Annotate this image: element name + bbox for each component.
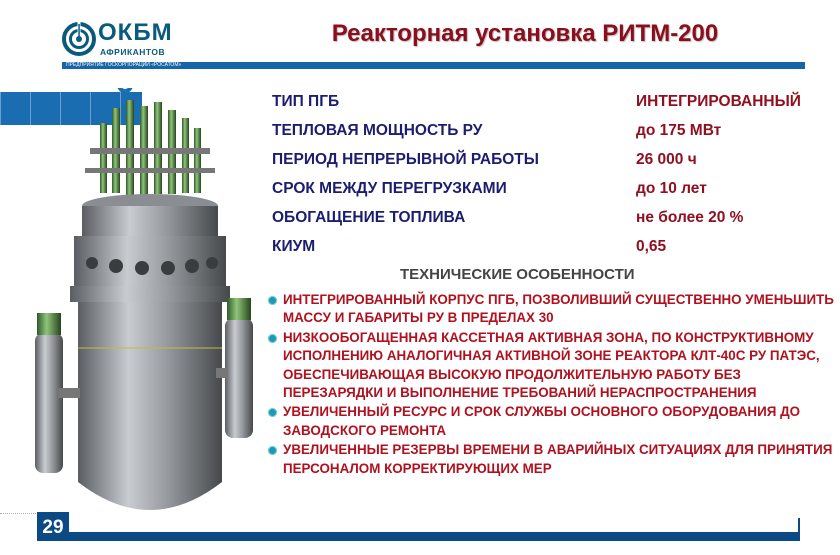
footer-bar <box>37 532 800 541</box>
footer-end-line <box>798 518 800 541</box>
divider <box>0 513 40 514</box>
spec-row <box>272 179 832 199</box>
spec-label: ОБОГАЩЕНИЕ ТОПЛИВА <box>272 209 466 226</box>
spec-label: СРОК МЕЖДУ ПЕРЕГРУЗКАМИ <box>272 180 507 197</box>
spec-value: ИНТЕГРИРОВАННЫЙ <box>636 93 801 110</box>
spec-value: 26 000 ч <box>636 151 697 168</box>
spec-label: ПЕРИОД НЕПРЕРЫВНОЙ РАБОТЫ <box>272 151 539 168</box>
spec-value: до 175 МВт <box>636 122 722 139</box>
spec-value: не более 20 % <box>636 209 744 226</box>
features-list <box>268 291 834 479</box>
spec-row <box>272 121 832 141</box>
reactor-illustration <box>30 88 270 528</box>
spec-label: КИУМ <box>272 238 316 255</box>
feature-item <box>268 441 834 478</box>
spec-value: 0,65 <box>636 238 667 255</box>
bullet-icon <box>268 408 277 417</box>
features-heading: ТЕХНИЧЕСКИЕ ОСОБЕННОСТИ <box>400 266 635 283</box>
bullet-icon <box>268 296 277 305</box>
feature-text: НИЗКООБОГАЩЕННАЯ КАССЕТНАЯ АКТИВНАЯ ЗОНА, ПО КОНСТРУКТИВНОМУ ИСПОЛНЕНИЮ АНАЛОГИЧНАЯ АКТИВНОЙ ЗОНЕ РЕАКТОРА КЛТ-40С РУ ПАТЭС, ОБЕСПЕЧИВАЮЩАЯ ВЫСОКУЮ ПРОДОЛЖИТЕЛЬНУЮ РАБОТУ БЕЗ ПЕРЕЗАРЯДКИ И ВЫПОЛНЕНИЕ ТРЕБОВАНИЙ НЕРАСПРОСТРАНЕНИЯ <box>283 329 820 401</box>
feature-item <box>268 291 834 328</box>
spec-row <box>272 92 832 112</box>
spec-label: ТЕПЛОВАЯ МОЩНОСТЬ РУ <box>272 122 483 139</box>
feature-text: УВЕЛИЧЕННЫЕ РЕЗЕРВЫ ВРЕМЕНИ В АВАРИЙНЫХ СИТУАЦИЯХ ДЛЯ ПРИНЯТИЯ ПЕРСОНАЛОМ КОРРЕКТИРУЮЩИХ МЕР <box>283 442 833 476</box>
logo-name: ОКБМ <box>98 19 173 46</box>
spec-label: ТИП ПГБ <box>272 93 340 110</box>
slide-title: Реакторная установка РИТМ-200 <box>331 20 719 47</box>
spec-row <box>272 237 832 257</box>
header-bar <box>62 62 805 69</box>
feature-text: УВЕЛИЧЕННЫЙ РЕСУРС И СРОК СЛУЖБЫ ОСНОВНОГО ОБОРУДОВАНИЯ ДО ЗАВОДСКОГО РЕМОНТА <box>283 404 801 438</box>
page-number: 29 <box>37 512 69 541</box>
feature-text: ИНТЕГРИРОВАННЫЙ КОРПУС ПГБ, ПОЗВОЛИВШИЙ СУЩЕСТВЕННО УМЕНЬШИТЬ МАССУ И ГАБАРИТЫ РУ В ПРЕДЕЛАХ 30 <box>283 292 834 326</box>
bullet-icon <box>268 446 277 455</box>
spec-row <box>272 150 832 170</box>
bullet-icon <box>268 334 277 343</box>
logo-subtitle: АФРИКАНТОВ <box>100 47 166 57</box>
feature-item <box>268 403 834 440</box>
logo-tagline: ПРЕДПРИЯТИЕ ГОСКОРПОРАЦИИ «РОСАТОМ» <box>66 62 182 68</box>
spec-value: до 10 лет <box>636 180 707 197</box>
feature-item <box>268 329 834 403</box>
okbm-logo-icon <box>62 22 96 56</box>
spec-row <box>272 208 832 228</box>
